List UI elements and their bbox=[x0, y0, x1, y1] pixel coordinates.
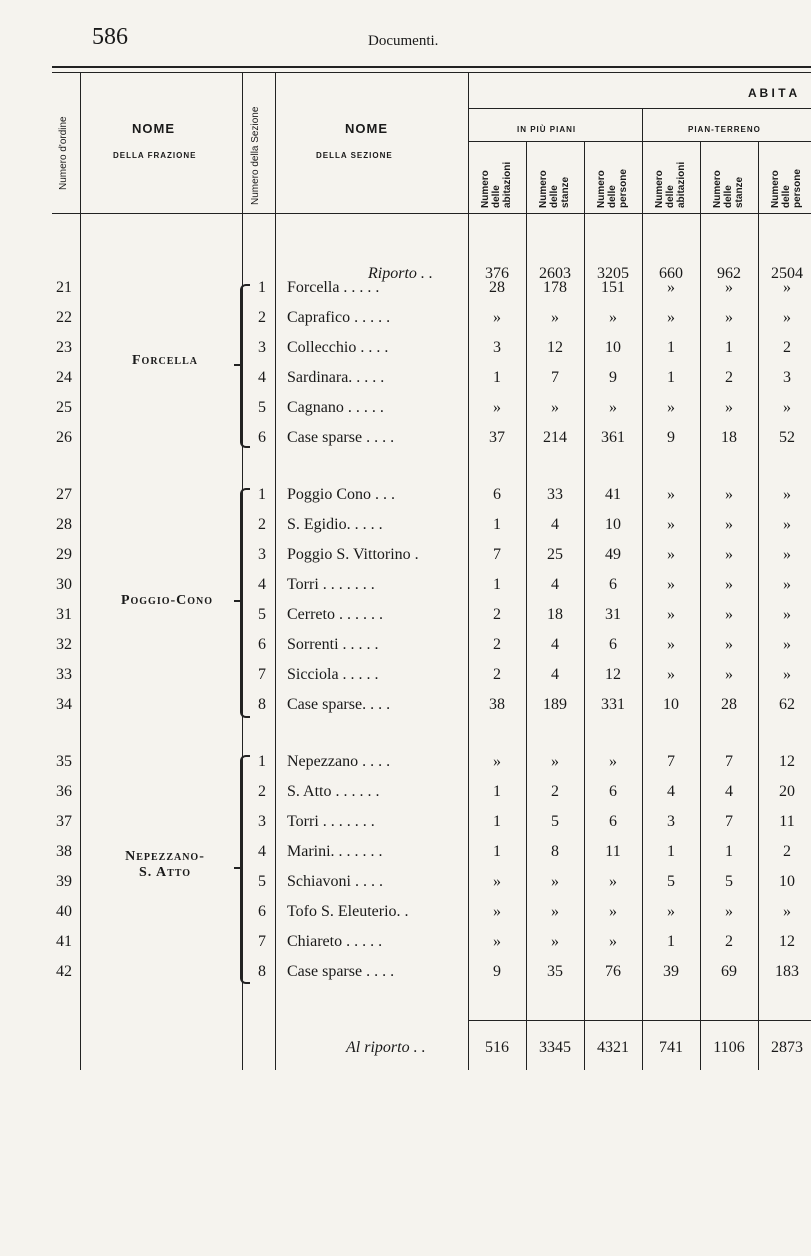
value-stanze-terreno: 2 bbox=[725, 933, 733, 950]
value-persone-terreno: » bbox=[783, 516, 791, 533]
row-ordine: 35 bbox=[56, 753, 72, 770]
value-abitazioni-piani: 37 bbox=[489, 429, 505, 446]
row-sezione: 3 bbox=[258, 339, 266, 356]
value-stanze-piani: 5 bbox=[551, 813, 559, 830]
value-stanze-piani: » bbox=[551, 903, 559, 920]
col-header-persone-piani: Numero delle persone bbox=[596, 169, 629, 208]
row-nome-sezione: S. Egidio. . . . . bbox=[287, 516, 383, 533]
frazione-forcella: Forcella bbox=[131, 353, 198, 368]
value-persone-piani: 4321 bbox=[597, 1039, 629, 1056]
value-stanze-terreno: 7 bbox=[725, 753, 733, 770]
row-nome-sezione: Case sparse . . . . bbox=[287, 963, 395, 980]
value-persone-terreno: 2 bbox=[783, 843, 791, 860]
riporto-label: Riporto . . bbox=[368, 265, 433, 282]
value-abitazioni-terreno: 1 bbox=[667, 369, 675, 386]
col-header-ordine: Numero d'ordine bbox=[58, 116, 69, 190]
value-stanze-piani: » bbox=[551, 873, 559, 890]
row-sezione: 6 bbox=[258, 429, 266, 446]
value-stanze-piani: 178 bbox=[543, 279, 567, 296]
value-stanze-terreno: » bbox=[725, 279, 733, 296]
value-persone-piani: 49 bbox=[605, 546, 621, 563]
value-persone-piani: 331 bbox=[601, 696, 625, 713]
value-persone-piani: 6 bbox=[609, 783, 617, 800]
value-persone-terreno: » bbox=[783, 399, 791, 416]
value-abitazioni-terreno: 9 bbox=[667, 429, 675, 446]
value-persone-piani: 76 bbox=[605, 963, 621, 980]
row-ordine: 34 bbox=[56, 696, 72, 713]
value-abitazioni-terreno: » bbox=[667, 576, 675, 593]
value-persone-terreno: 12 bbox=[779, 933, 795, 950]
row-ordine: 33 bbox=[56, 666, 72, 683]
row-ordine: 37 bbox=[56, 813, 72, 830]
row-sezione: 2 bbox=[258, 516, 266, 533]
value-stanze-terreno: » bbox=[725, 516, 733, 533]
value-abitazioni-terreno: 39 bbox=[663, 963, 679, 980]
row-nome-sezione: Case sparse. . . . bbox=[287, 696, 391, 713]
value-stanze-terreno: » bbox=[725, 576, 733, 593]
value-abitazioni-terreno: 1 bbox=[667, 933, 675, 950]
value-persone-terreno: » bbox=[783, 576, 791, 593]
value-persone-piani: 9 bbox=[609, 369, 617, 386]
value-abitazioni-piani: 3 bbox=[493, 339, 501, 356]
row-ordine: 22 bbox=[56, 309, 72, 326]
value-abitazioni-piani: 1 bbox=[493, 843, 501, 860]
value-stanze-terreno: 69 bbox=[721, 963, 737, 980]
value-persone-terreno: 20 bbox=[779, 783, 795, 800]
value-stanze-piani: 12 bbox=[547, 339, 563, 356]
row-nome-sezione: Collecchio . . . . bbox=[287, 339, 389, 356]
value-stanze-piani: 2 bbox=[551, 783, 559, 800]
value-abitazioni-piani: 6 bbox=[493, 486, 501, 503]
value-persone-terreno: 2 bbox=[783, 339, 791, 356]
value-abitazioni-terreno: 4 bbox=[667, 783, 675, 800]
value-stanze-terreno: » bbox=[725, 546, 733, 563]
row-nome-sezione: Chiareto . . . . . bbox=[287, 933, 383, 950]
value-abitazioni-piani: 1 bbox=[493, 783, 501, 800]
value-persone-piani: 361 bbox=[601, 429, 625, 446]
col-header-persone-terreno: Numero delle persone bbox=[770, 169, 803, 208]
value-persone-terreno: » bbox=[783, 903, 791, 920]
value-abitazioni-terreno: 741 bbox=[659, 1039, 683, 1056]
value-abitazioni-piani: » bbox=[493, 753, 501, 770]
value-persone-piani: » bbox=[609, 873, 617, 890]
brace-forcella bbox=[240, 284, 250, 448]
value-stanze-piani: 4 bbox=[551, 636, 559, 653]
row-ordine: 21 bbox=[56, 279, 72, 296]
value-persone-piani: 10 bbox=[605, 516, 621, 533]
row-nome-sezione: Cagnano . . . . . bbox=[287, 399, 384, 416]
value-persone-piani: 151 bbox=[601, 279, 625, 296]
value-persone-terreno: 3 bbox=[783, 369, 791, 386]
value-stanze-piani: 18 bbox=[547, 606, 563, 623]
brace-poggio-cono bbox=[240, 488, 250, 718]
row-nome-sezione: Torri . . . . . . . bbox=[287, 576, 375, 593]
value-persone-piani: 10 bbox=[605, 339, 621, 356]
header-pian-terreno: PIAN-TERRENO bbox=[688, 125, 761, 134]
row-ordine: 42 bbox=[56, 963, 72, 980]
value-abitazioni-terreno: 1 bbox=[667, 843, 675, 860]
value-stanze-terreno: 5 bbox=[725, 873, 733, 890]
row-sezione: 4 bbox=[258, 843, 266, 860]
row-nome-sezione: Case sparse . . . . bbox=[287, 429, 395, 446]
header-nome-sezione: NOME bbox=[345, 121, 388, 136]
value-abitazioni-terreno: 660 bbox=[659, 265, 683, 282]
value-abitazioni-piani: 376 bbox=[485, 265, 509, 282]
header-della-sezione: DELLA SEZIONE bbox=[316, 151, 393, 160]
value-stanze-terreno: 1 bbox=[725, 843, 733, 860]
value-stanze-piani: 4 bbox=[551, 516, 559, 533]
value-abitazioni-terreno: 5 bbox=[667, 873, 675, 890]
value-persone-piani: 6 bbox=[609, 813, 617, 830]
value-persone-terreno: » bbox=[783, 309, 791, 326]
value-abitazioni-piani: » bbox=[493, 399, 501, 416]
value-stanze-piani: 8 bbox=[551, 843, 559, 860]
value-stanze-piani: » bbox=[551, 399, 559, 416]
row-ordine: 31 bbox=[56, 606, 72, 623]
row-sezione: 2 bbox=[258, 783, 266, 800]
value-persone-terreno: » bbox=[783, 486, 791, 503]
row-sezione: 8 bbox=[258, 963, 266, 980]
value-stanze-piani: » bbox=[551, 933, 559, 950]
frazione-poggio-cono: Poggio-Cono bbox=[120, 593, 214, 608]
value-stanze-piani: 3345 bbox=[539, 1039, 571, 1056]
row-sezione: 1 bbox=[258, 486, 266, 503]
row-nome-sezione: Torri . . . . . . . bbox=[287, 813, 375, 830]
row-ordine: 25 bbox=[56, 399, 72, 416]
row-nome-sezione: Tofo S. Eleuterio. . bbox=[287, 903, 409, 920]
value-stanze-piani: 35 bbox=[547, 963, 563, 980]
header-della-frazione: DELLA FRAZIONE bbox=[113, 151, 197, 160]
row-sezione: 7 bbox=[258, 666, 266, 683]
value-persone-piani: 6 bbox=[609, 576, 617, 593]
value-abitazioni-piani: 2 bbox=[493, 606, 501, 623]
value-persone-terreno: » bbox=[783, 279, 791, 296]
value-stanze-terreno: 1106 bbox=[713, 1039, 745, 1056]
row-ordine: 24 bbox=[56, 369, 72, 386]
value-abitazioni-piani: 516 bbox=[485, 1039, 509, 1056]
value-stanze-terreno: 962 bbox=[717, 265, 741, 282]
value-persone-piani: » bbox=[609, 309, 617, 326]
value-persone-terreno: 12 bbox=[779, 753, 795, 770]
row-sezione: 8 bbox=[258, 696, 266, 713]
header-abita: A B I T A bbox=[748, 86, 798, 100]
value-stanze-piani: 4 bbox=[551, 576, 559, 593]
row-ordine: 30 bbox=[56, 576, 72, 593]
value-stanze-terreno: » bbox=[725, 309, 733, 326]
row-ordine: 28 bbox=[56, 516, 72, 533]
value-stanze-piani: 4 bbox=[551, 666, 559, 683]
row-sezione: 6 bbox=[258, 636, 266, 653]
row-sezione: 7 bbox=[258, 933, 266, 950]
row-ordine: 29 bbox=[56, 546, 72, 563]
value-persone-terreno: 10 bbox=[779, 873, 795, 890]
value-abitazioni-piani: 1 bbox=[493, 369, 501, 386]
value-abitazioni-terreno: 10 bbox=[663, 696, 679, 713]
row-nome-sezione: Sicciola . . . . . bbox=[287, 666, 379, 683]
value-abitazioni-terreno: 7 bbox=[667, 753, 675, 770]
value-persone-piani: » bbox=[609, 399, 617, 416]
value-persone-piani: 6 bbox=[609, 636, 617, 653]
value-abitazioni-terreno: » bbox=[667, 666, 675, 683]
value-abitazioni-terreno: » bbox=[667, 309, 675, 326]
value-abitazioni-piani: 9 bbox=[493, 963, 501, 980]
value-persone-piani: 3205 bbox=[597, 265, 629, 282]
value-abitazioni-piani: » bbox=[493, 309, 501, 326]
row-nome-sezione: Poggio S. Vittorino . bbox=[287, 546, 419, 563]
value-persone-terreno: » bbox=[783, 636, 791, 653]
row-nome-sezione: Sorrenti . . . . . bbox=[287, 636, 379, 653]
value-stanze-terreno: » bbox=[725, 606, 733, 623]
row-sezione: 3 bbox=[258, 813, 266, 830]
value-abitazioni-piani: 7 bbox=[493, 546, 501, 563]
value-stanze-terreno: » bbox=[725, 636, 733, 653]
value-persone-terreno: 52 bbox=[779, 429, 795, 446]
value-abitazioni-piani: 2 bbox=[493, 666, 501, 683]
value-persone-piani: » bbox=[609, 903, 617, 920]
value-abitazioni-terreno: » bbox=[667, 399, 675, 416]
value-abitazioni-terreno: » bbox=[667, 546, 675, 563]
value-persone-piani: 31 bbox=[605, 606, 621, 623]
value-abitazioni-piani: » bbox=[493, 933, 501, 950]
value-stanze-piani: 33 bbox=[547, 486, 563, 503]
row-sezione: 1 bbox=[258, 753, 266, 770]
brace-nepezzano bbox=[240, 755, 250, 984]
value-persone-terreno: 11 bbox=[779, 813, 795, 830]
row-ordine: 27 bbox=[56, 486, 72, 503]
value-abitazioni-terreno: » bbox=[667, 606, 675, 623]
row-nome-sezione: Forcella . . . . . bbox=[287, 279, 380, 296]
col-header-sezione: Numero della Sezione bbox=[250, 106, 261, 205]
value-stanze-piani: » bbox=[551, 309, 559, 326]
value-persone-piani: 12 bbox=[605, 666, 621, 683]
row-ordine: 23 bbox=[56, 339, 72, 356]
value-stanze-terreno: » bbox=[725, 903, 733, 920]
row-nome-sezione: Schiavoni . . . . bbox=[287, 873, 383, 890]
row-ordine: 40 bbox=[56, 903, 72, 920]
value-persone-terreno: » bbox=[783, 606, 791, 623]
value-abitazioni-piani: 1 bbox=[493, 516, 501, 533]
row-ordine: 26 bbox=[56, 429, 72, 446]
value-persone-terreno: » bbox=[783, 546, 791, 563]
value-persone-piani: 41 bbox=[605, 486, 621, 503]
row-ordine: 39 bbox=[56, 873, 72, 890]
value-persone-piani: » bbox=[609, 753, 617, 770]
value-stanze-terreno: » bbox=[725, 666, 733, 683]
col-header-stanze-piani: Numero delle stanze bbox=[538, 170, 571, 208]
value-abitazioni-terreno: 3 bbox=[667, 813, 675, 830]
row-sezione: 5 bbox=[258, 873, 266, 890]
page-title: Documenti. bbox=[368, 33, 439, 49]
header-nome-frazione: NOME bbox=[132, 121, 175, 136]
row-sezione: 3 bbox=[258, 546, 266, 563]
col-header-abitazioni-terreno: Numero delle abitazioni bbox=[654, 161, 687, 208]
header-in-piu-piani: IN PIÙ PIANI bbox=[517, 125, 577, 134]
value-abitazioni-piani: 38 bbox=[489, 696, 505, 713]
row-sezione: 4 bbox=[258, 369, 266, 386]
value-persone-piani: 11 bbox=[605, 843, 621, 860]
value-persone-terreno: 183 bbox=[775, 963, 799, 980]
value-stanze-terreno: 28 bbox=[721, 696, 737, 713]
value-stanze-piani: 25 bbox=[547, 546, 563, 563]
value-stanze-piani: 2603 bbox=[539, 265, 571, 282]
row-sezione: 4 bbox=[258, 576, 266, 593]
value-abitazioni-terreno: » bbox=[667, 279, 675, 296]
value-stanze-terreno: 1 bbox=[725, 339, 733, 356]
row-nome-sezione: Poggio Cono . . . bbox=[287, 486, 396, 503]
value-abitazioni-terreno: » bbox=[667, 486, 675, 503]
row-ordine: 38 bbox=[56, 843, 72, 860]
value-stanze-terreno: 2 bbox=[725, 369, 733, 386]
row-sezione: 5 bbox=[258, 606, 266, 623]
col-header-stanze-terreno: Numero delle stanze bbox=[712, 170, 745, 208]
value-stanze-piani: 214 bbox=[543, 429, 567, 446]
value-stanze-piani: 7 bbox=[551, 369, 559, 386]
row-sezione: 2 bbox=[258, 309, 266, 326]
row-sezione: 6 bbox=[258, 903, 266, 920]
value-stanze-piani: 189 bbox=[543, 696, 567, 713]
value-abitazioni-piani: 2 bbox=[493, 636, 501, 653]
value-abitazioni-piani: 1 bbox=[493, 576, 501, 593]
value-persone-terreno: 2504 bbox=[771, 265, 803, 282]
frazione-s-atto: S. Atto bbox=[138, 865, 192, 880]
value-stanze-terreno: 18 bbox=[721, 429, 737, 446]
value-abitazioni-terreno: » bbox=[667, 636, 675, 653]
value-persone-piani: » bbox=[609, 933, 617, 950]
value-abitazioni-terreno: 1 bbox=[667, 339, 675, 356]
value-stanze-terreno: 7 bbox=[725, 813, 733, 830]
page-number: 586 bbox=[92, 24, 128, 50]
row-nome-sezione: Marini. . . . . . . bbox=[287, 843, 383, 860]
value-stanze-piani: » bbox=[551, 753, 559, 770]
row-nome-sezione: Sardinara. . . . . bbox=[287, 369, 385, 386]
value-abitazioni-terreno: » bbox=[667, 516, 675, 533]
al-riporto-label: Al riporto . . bbox=[346, 1039, 426, 1056]
row-nome-sezione: S. Atto . . . . . . bbox=[287, 783, 380, 800]
row-ordine: 41 bbox=[56, 933, 72, 950]
value-persone-terreno: 2873 bbox=[771, 1039, 803, 1056]
value-abitazioni-piani: » bbox=[493, 873, 501, 890]
row-nome-sezione: Caprafico . . . . . bbox=[287, 309, 391, 326]
row-nome-sezione: Cerreto . . . . . . bbox=[287, 606, 383, 623]
row-ordine: 36 bbox=[56, 783, 72, 800]
value-stanze-terreno: 4 bbox=[725, 783, 733, 800]
row-ordine: 32 bbox=[56, 636, 72, 653]
value-abitazioni-piani: 1 bbox=[493, 813, 501, 830]
value-stanze-terreno: » bbox=[725, 399, 733, 416]
col-header-abitazioni-piani: Numero delle abitazioni bbox=[480, 161, 513, 208]
value-abitazioni-piani: » bbox=[493, 903, 501, 920]
value-stanze-terreno: » bbox=[725, 486, 733, 503]
frazione-nepezzano: Nepezzano- bbox=[125, 849, 205, 864]
row-sezione: 1 bbox=[258, 279, 266, 296]
row-nome-sezione: Nepezzano . . . . bbox=[287, 753, 391, 770]
value-abitazioni-terreno: » bbox=[667, 903, 675, 920]
value-persone-terreno: » bbox=[783, 666, 791, 683]
value-abitazioni-piani: 28 bbox=[489, 279, 505, 296]
value-persone-terreno: 62 bbox=[779, 696, 795, 713]
row-sezione: 5 bbox=[258, 399, 266, 416]
